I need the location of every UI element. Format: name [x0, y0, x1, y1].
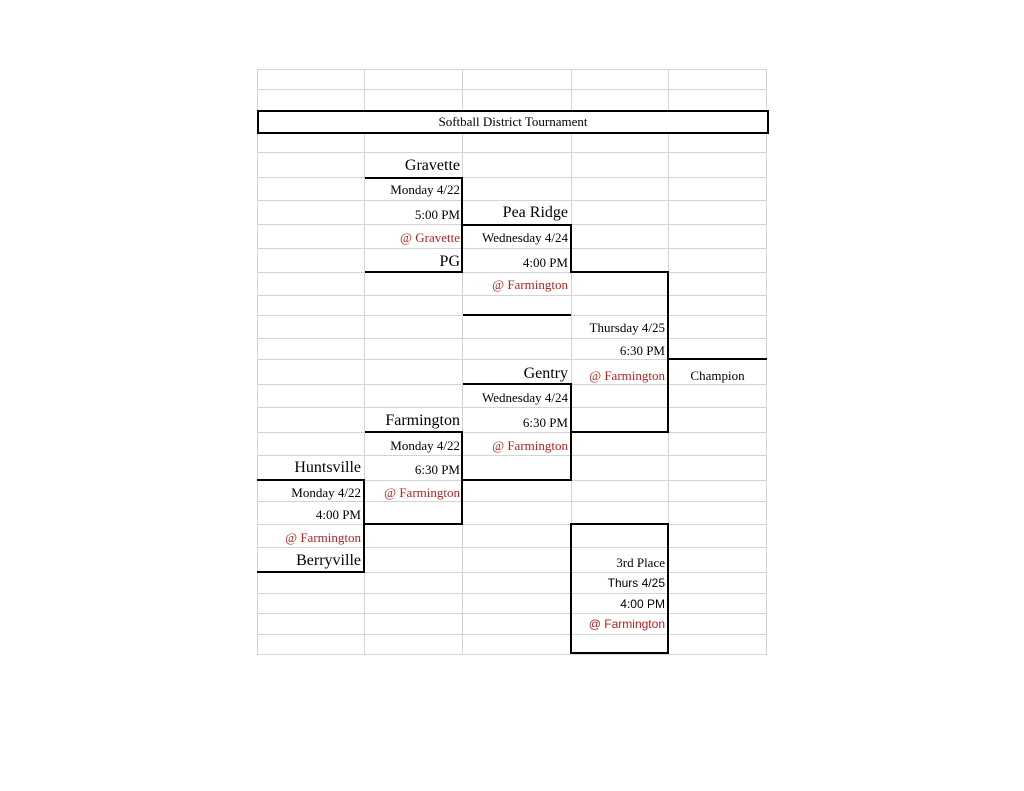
gridline-horizontal — [257, 432, 767, 433]
gridline-horizontal — [257, 152, 767, 153]
gridline-horizontal — [257, 455, 767, 456]
game4-location: @ Farmington — [384, 485, 460, 500]
gridline-horizontal — [257, 593, 767, 594]
gridline-horizontal — [257, 295, 767, 296]
bracket-line-g2-out — [572, 271, 669, 273]
gridline-horizontal — [257, 338, 767, 339]
final-day: Thursday 4/25 — [589, 320, 665, 335]
gridline-vertical — [766, 69, 767, 654]
game1-day: Monday 4/22 — [390, 182, 460, 197]
bracket-line-champion — [669, 358, 767, 360]
bracket-line-g2-top — [463, 224, 571, 226]
bracket-line-g3-top — [463, 383, 571, 385]
team-gravette: Gravette — [404, 157, 460, 174]
game2-time: 4:00 PM — [522, 255, 568, 270]
team-farmington: Farmington — [385, 412, 460, 429]
bracket-line-3rd-top — [572, 523, 669, 525]
bracket-line-g5-top — [257, 479, 364, 481]
gridline-vertical — [462, 69, 463, 654]
team-pea-ridge: Pea Ridge — [502, 204, 568, 221]
game4-time: 6:30 PM — [414, 462, 460, 477]
game1-location: @ Gravette — [400, 230, 460, 245]
team-berryville: Berryville — [296, 552, 361, 569]
gridline-horizontal — [257, 501, 767, 502]
bracket-line-g2-bye — [463, 314, 571, 316]
gridline-horizontal — [257, 634, 767, 635]
game5-time: 4:00 PM — [315, 507, 361, 522]
bracket-line-3rd-right — [667, 523, 669, 654]
bracket-line-g1-top — [365, 177, 462, 179]
third-place-day: Thurs 4/25 — [607, 576, 665, 590]
gridline-horizontal — [257, 524, 767, 525]
team-huntsville: Huntsville — [294, 459, 361, 476]
gridline-horizontal — [257, 200, 767, 201]
bracket-line-g4-top — [365, 431, 462, 433]
gridline-horizontal — [257, 272, 767, 273]
bracket-line-3rd-bottom — [570, 652, 669, 654]
tournament-title: Softball District Tournament — [438, 114, 588, 129]
gridline-horizontal — [257, 248, 767, 249]
third-place-location: @ Farmington — [588, 617, 665, 631]
bracket-line-g5-bottom — [257, 571, 364, 573]
game5-day: Monday 4/22 — [291, 485, 361, 500]
champion-label: Champion — [690, 368, 745, 383]
gridline-horizontal — [257, 547, 767, 548]
game3-location: @ Farmington — [492, 438, 568, 453]
tournament-title-box — [257, 110, 769, 134]
game4-day: Monday 4/22 — [390, 438, 460, 453]
gridline-horizontal — [257, 177, 767, 178]
bracket-line-g3-out — [572, 431, 669, 433]
gridline-horizontal — [257, 69, 767, 70]
bracket-line-g4-out — [463, 479, 571, 481]
final-location: @ Farmington — [589, 368, 665, 383]
team-gentry: Gentry — [523, 365, 568, 382]
game2-location: @ Farmington — [492, 277, 568, 292]
game2-day: Wednesday 4/24 — [482, 230, 568, 245]
team-pg: PG — [439, 253, 460, 270]
bracket-line-g1-bottom — [365, 271, 462, 273]
third-place-time: 4:00 PM — [620, 597, 665, 611]
game5-location: @ Farmington — [285, 530, 361, 545]
game3-time: 6:30 PM — [522, 415, 568, 430]
game3-day: Wednesday 4/24 — [482, 390, 568, 405]
bracket-line-g4-bottom — [365, 523, 462, 525]
gridline-horizontal — [257, 89, 767, 90]
bracket-line-g2-vertical — [570, 224, 572, 273]
game1-time: 5:00 PM — [414, 207, 460, 222]
final-time: 6:30 PM — [619, 343, 665, 358]
bracket-line-final-vertical — [667, 271, 669, 433]
gridline-horizontal — [257, 613, 767, 614]
gridline-horizontal — [257, 407, 767, 408]
third-place-label: 3rd Place — [616, 555, 665, 570]
gridline-horizontal — [257, 654, 767, 655]
